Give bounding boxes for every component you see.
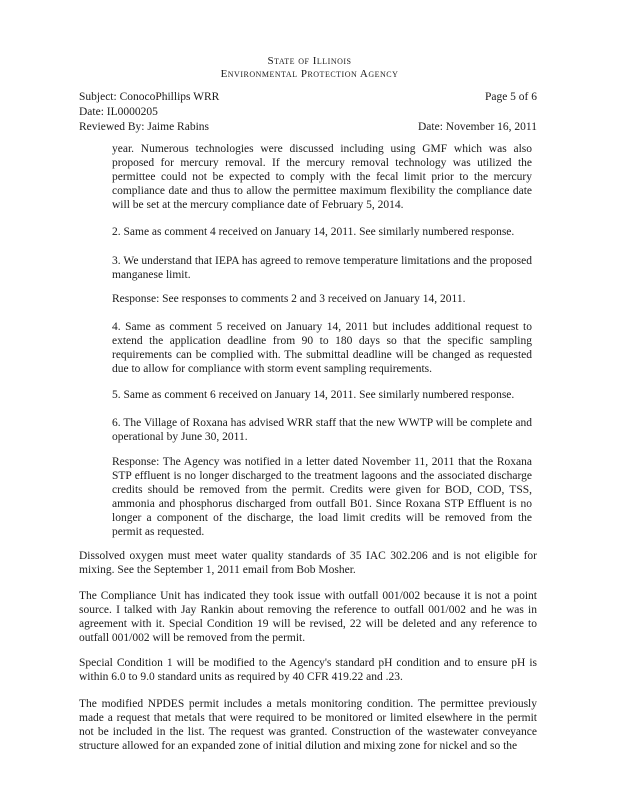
paragraph-dissolved-oxygen: Dissolved oxygen must meet water quality standards of 35 IAC 302.206 and is not eligible for mixing. See the September 1, 2011 email from Bob Mosher. bbox=[79, 550, 537, 576]
review-date: Date: November 16, 2011 bbox=[417, 121, 537, 133]
paragraph-comment-3: 3. We understand that IEPA has agreed to remove temperature limitations and the proposed manganese limit. bbox=[112, 255, 532, 281]
paragraph-response-roxana: Response: The Agency was notified in a letter dated November 11, 2011 that the Roxana STP effluent is no longer discharged to the treatment lagoons and the associated discharge credits should be removed from the permit. Credits were given for BOD, COD, TSS, ammonia and phosphorus discharged from outfall B01. Since Roxana STP Effluent is no longer a component of the discharge, the load limit credits will be removed from the permit as requested. bbox=[112, 456, 532, 538]
paragraph-mercury: year. Numerous technologies were discussed including using GMF which was also proposed for mercury removal. If the mercury removal technology was utilized the permittee could not be expected to comply with the fecal limit prior to the mercury compliance date and thus to allow the permittee maximum flexibility the compliance date will be set at the mercury compliance date of February 5, 2014. bbox=[112, 143, 532, 211]
paragraph-comment-4: 4. Same as comment 5 received on January 14, 2011 but includes additional request to extend the application deadline from 90 to 180 days so that the specific sampling requirements can be complied with. The submittal deadline will be changed as requested due to allow for compliance with storm event sampling requirements. bbox=[112, 321, 532, 375]
state-heading: State of Illinois bbox=[267, 55, 352, 67]
paragraph-special-condition-1: Special Condition 1 will be modified to the Agency's standard pH condition and to ensure pH is within 6.0 to 9.0 standard units as required by 40 CFR 419.22 and .23. bbox=[79, 657, 537, 683]
paragraph-comment-5: 5. Same as comment 6 received on January 14, 2011. See similarly numbered response. bbox=[112, 389, 515, 401]
paragraph-npdes-metals: The modified NPDES permit includes a metals monitoring condition. The permittee previously made a request that metals that were required to be monitored or limited elsewhere in the permit not be included in the list. The request was granted. Construction of the wastewater conveyance structure allowed for an expanded zone of initial dilution and mixing zone for nickel and so the bbox=[79, 698, 537, 752]
paragraph-response-2-3: Response: See responses to comments 2 and 3 received on January 14, 2011. bbox=[112, 293, 466, 305]
paragraph-comment-2: 2. Same as comment 4 received on January 14, 2011. See similarly numbered response. bbox=[112, 226, 515, 238]
subject-line: Subject: ConocoPhillips WRR bbox=[79, 91, 220, 103]
permit-id-line: Date: IL0000205 bbox=[79, 106, 158, 118]
agency-heading: Environmental Protection Agency bbox=[220, 68, 399, 80]
reviewer-line: Reviewed By: Jaime Rabins bbox=[79, 121, 209, 133]
paragraph-compliance-unit: The Compliance Unit has indicated they took issue with outfall 001/002 because it is not a point source. I talked with Jay Rankin about removing the reference to outfall 001/002 and he was in agreement with it. Special Condition 19 will be revised, 22 will be deleted and any reference to outfall 001/002 will be removed from the permit. bbox=[79, 590, 537, 644]
page-number: Page 5 of 6 bbox=[484, 91, 537, 103]
paragraph-comment-6: 6. The Village of Roxana has advised WRR staff that the new WWTP will be complete and operational by June 30, 2011. bbox=[112, 417, 532, 443]
